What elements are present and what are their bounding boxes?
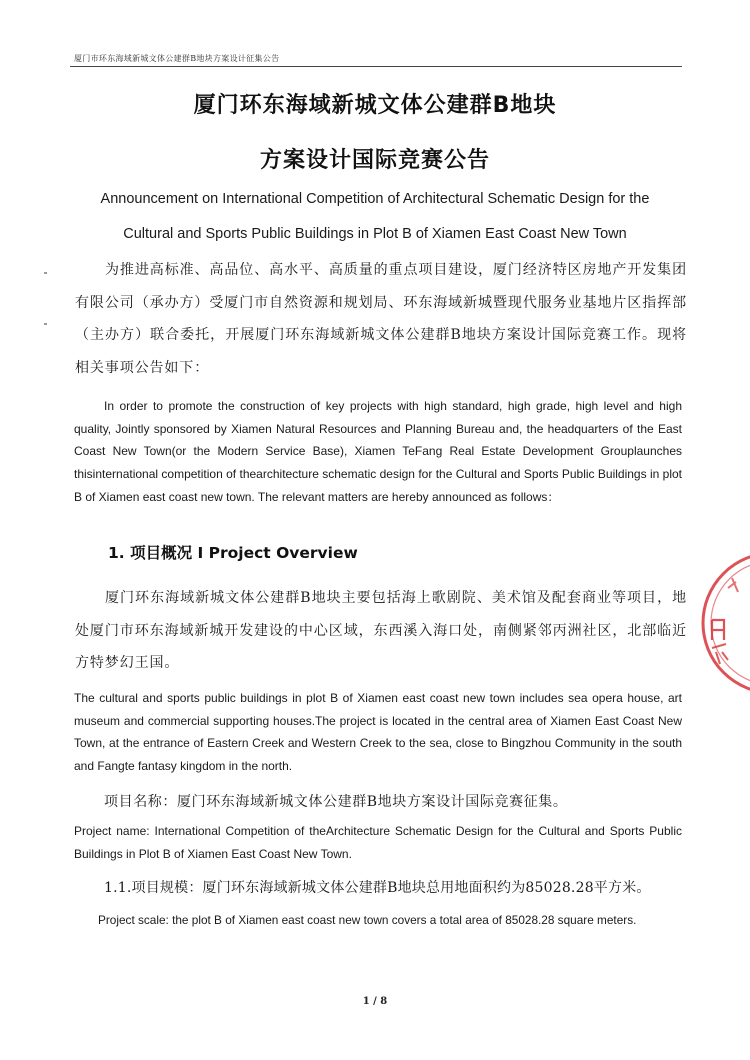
title-english-line-2: Cultural and Sports Public Buildings in Plot B of Xiamen East Coast New Town [123,226,627,242]
running-header: 厦门市环东海域新城文体公建群B地块方案设计征集公告 [74,54,280,63]
overview-paragraph-chinese: 厦门环东海域新城文体公建群B地块主要包括海上歌剧院、美术馆及配套商业等项目，地处厦门市环东海域新城开发建设的中心区域，东西溪入海口处，南侧紧邻丙洲社区，北部临近方特梦幻王国。 [75,590,687,671]
intro-paragraph-chinese: 为推进高标准、高品位、高水平、高质量的重点项目建设，厦门经济特区房地产开发集团有限公司（承办方）受厦门市自然资源和规划局、环东海域新城暨现代服务业基地片区指挥部（主办方）联合委托，开展厦门环东海域新城文体公建群B地块方案设计国际竞赛工作。现将相关事项公告如下： [75,262,687,376]
official-seal-stamp [698,548,750,698]
title-chinese-line-1: 厦门环东海域新城文体公建群B地块 [193,93,557,118]
project-scale-english: Project scale: the plot B of Xiamen east coast new town covers a total area of 85028.28 square meters. [98,913,637,927]
project-scale-chinese: 1.1.项目规模：厦门环东海域新城文体公建群B地块总用地面积约为85028.28平方米。 [104,880,651,896]
overview-paragraph-english: The cultural and sports public buildings in plot B of Xiamen east coast new town includes sea opera house, art museum and commercial supporting houses.The project is located in the central area of Xiamen East Coast New Town, at the entrance of Eastern Creek and Western Creek to the sea, close to Bingzhou Community in the south and Fangte fantasy kingdom in the north. [74,691,682,774]
section-1-heading: 1. 项目概况 I Project Overview [108,544,358,562]
page-number: 1 / 8 [362,996,388,1007]
scan-margin-mark [44,323,47,325]
intro-paragraph-english: In order to promote the construction of key projects with high standard, high grade, high level and high quality, Jointly sponsored by Xiamen Natural Resources and Planning Bureau and, the headquarters of the East Coast New Town(or the Modern Service Base), Xiamen TeFang Real Estate Development Grouplaunches thisinternational competition of thearchitecture schematic design for the Cultural and Sports Public Buildings in plot B of Xiamen east coast new town. The relevant matters are hereby announced as follows： [74,399,682,504]
project-name-english: Project name: International Competition of theArchitecture Schematic Design for the Cultural and Sports Public Buildings in Plot B of Xiamen East Coast New Town. [74,824,682,861]
project-name-chinese: 项目名称：厦门环东海域新城文体公建群B地块方案设计国际竞赛征集。 [104,794,568,810]
scan-margin-mark [44,272,47,274]
header-rule [70,66,682,67]
title-chinese-line-2: 方案设计国际竞赛公告 [259,148,490,173]
title-english-line-1: Announcement on International Competition of Architectural Schematic Design for the [100,191,650,207]
